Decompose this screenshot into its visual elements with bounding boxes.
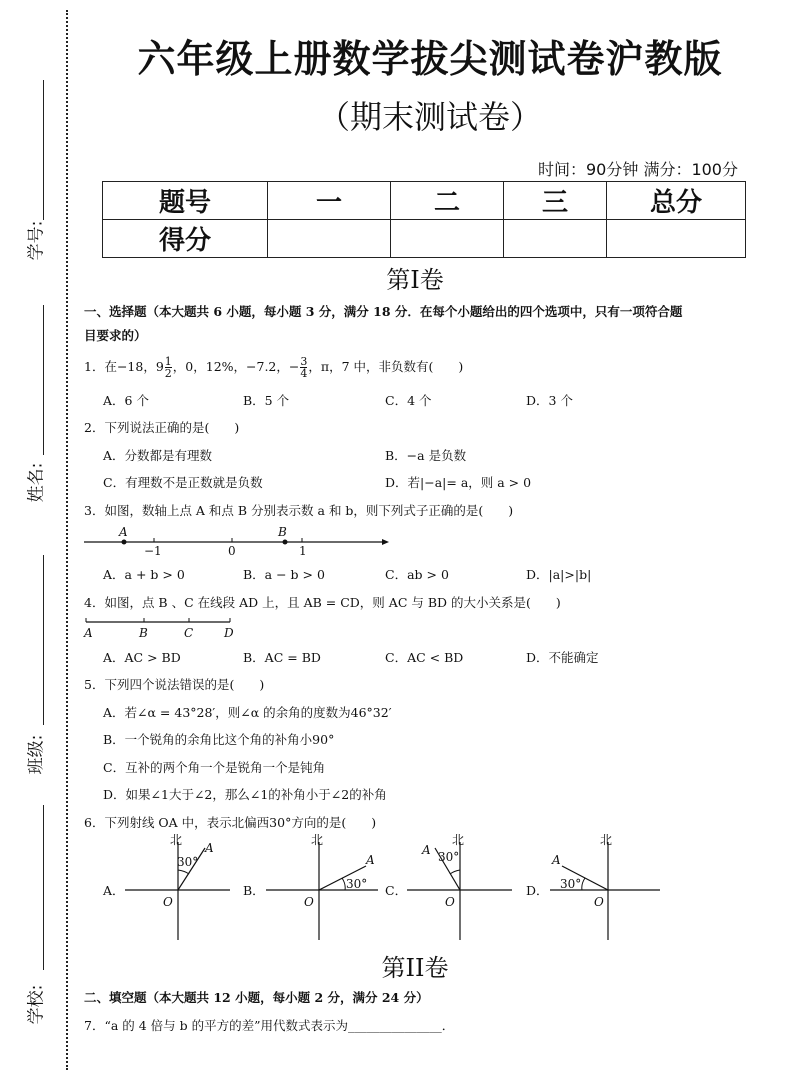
number-line-figure [84,524,394,558]
q6-option-c[interactable]: C． [385,883,408,898]
label-b: B [278,525,287,539]
angle-label: 30° [177,855,199,869]
angle-arc [450,870,460,874]
segment-figure [84,614,244,642]
q6-option-b[interactable]: B． [243,883,265,898]
q4-option-d[interactable]: D．不能确定 [526,650,599,665]
section-2-instructions: 二、填空题（本大题共 12 小题，每小题 2 分，满分 24 分） [84,990,429,1005]
point-a-dot [122,540,127,545]
score-cell: 三 [504,182,607,220]
q5-option-c[interactable]: C．互补的两个角一个是锐角一个是钝角 [103,760,326,775]
question-5-stem: 5．下列四个说法错误的是( ) [84,677,265,692]
score-cell: 二 [391,182,504,220]
label-zero: 0 [228,544,236,558]
q4-option-b[interactable]: B．AC = BD [243,650,321,665]
q2-option-b[interactable]: B．−a 是负数 [385,448,467,463]
time-info: 时间：90分钟 满分：100分 [538,160,738,179]
angle-label: 30° [560,877,582,891]
q1-fraction-2 [300,356,307,379]
q6-figure-c [407,834,517,942]
school-line [43,805,44,970]
q6-figure-a [125,834,235,942]
q1-frac1-den: 2 [164,367,172,380]
origin-label: O [445,895,455,909]
q1-text-mid: ，0，12%，−7.2，− [172,359,300,374]
score-table [102,181,746,258]
q1-option-b[interactable]: B．5 个 [243,393,290,408]
point-label-b: B [139,626,148,640]
q1-option-c[interactable]: C．4 个 [385,393,432,408]
angle-label: 30° [346,877,368,891]
point-b-dot [283,540,288,545]
score-input-cell[interactable] [607,220,746,258]
class-line [43,555,44,725]
score-cell: 题号 [103,182,268,220]
cut-line [66,10,68,1070]
student-id-label: 学号: [26,220,47,261]
q6-figure-b [266,834,384,942]
point-a-label: A [366,853,375,867]
north-label: 北 [452,833,465,847]
q3-option-c[interactable]: C．ab > 0 [385,567,449,582]
point-a-label: A [422,843,431,857]
score-input-cell[interactable] [504,220,607,258]
label-a: A [119,525,128,539]
school-label: 学校: [26,984,47,1025]
section-1-instructions: 一、选择题（本大题共 6 小题，每小题 3 分，满分 18 分．在每个小题给出的四个选项中，只有一项符合题 [84,304,683,319]
q1-frac2-den: 4 [300,367,308,380]
q1-fraction-1 [165,356,172,379]
q2-option-d[interactable]: D．若|−a|= a，则 a > 0 [385,475,532,490]
q4-option-c[interactable]: C．AC < BD [385,650,464,665]
q1-frac1-num: 1 [164,355,172,368]
question-1-stem [84,356,463,379]
angle-arc [582,878,585,890]
question-2-stem: 2．下列说法正确的是( ) [84,420,240,435]
question-6-stem: 6．下列射线 OA 中，表示北偏西30°方向的是( ) [84,815,377,830]
question-7-stem: 7．“a 的 4 倍与 b 的平方的差”用代数式表示为_______________． [84,1018,455,1033]
q3-option-a[interactable]: A．a + b > 0 [103,567,185,582]
origin-label: O [304,895,314,909]
score-input-cell[interactable] [391,220,504,258]
label-minus-one: −1 [144,544,162,558]
page-subtitle: （期末测试卷） [317,98,542,136]
north-label: 北 [170,833,183,847]
q1-text-post: ，π，7 中，非负数有( ) [308,359,464,374]
q2-option-a[interactable]: A．分数都是有理数 [103,448,213,463]
angle-label: 30° [438,850,460,864]
q1-option-d[interactable]: D．3 个 [526,393,573,408]
score-input-cell[interactable] [268,220,391,258]
north-label: 北 [311,833,324,847]
q1-text-pre: 1．在−18，9 [84,359,164,374]
section-1-heading: 第I卷 [386,266,444,294]
angle-arc [178,870,189,874]
student-id-line [43,80,44,220]
name-line [43,305,44,455]
score-cell: 总分 [607,182,746,220]
label-one: 1 [299,544,307,558]
q4-option-a[interactable]: A．AC > BD [103,650,181,665]
q6-figure-d [550,834,665,942]
score-table-score-row [103,220,746,258]
question-3-stem: 3．如图，数轴上点 A 和点 B 分别表示数 a 和 b，则下列式子正确的是( ) [84,503,514,518]
point-label-a: A [84,626,93,640]
number-line-arrow [382,539,389,545]
q3-option-b[interactable]: B．a − b > 0 [243,567,325,582]
score-cell: 得分 [103,220,268,258]
q3-option-d[interactable]: D．|a|>|b| [526,567,592,582]
name-label: 姓名: [26,462,47,503]
q2-option-c[interactable]: C．有理数不是正数就是负数 [103,475,263,490]
q5-option-a[interactable]: A．若∠α = 43°28′，则∠α 的余角的度数为46°32′ [103,705,392,720]
point-a-label: A [205,841,214,855]
angle-arc [342,878,345,890]
section-1-instructions-cont: 目要求的） [84,328,147,343]
q6-option-a[interactable]: A． [103,883,125,898]
point-a-label: A [552,853,561,867]
origin-label: O [594,895,604,909]
question-4-stem: 4．如图，点 B 、C 在线段 AD 上，且 AB = CD，则 AC 与 BD 的大小关系是( ) [84,595,561,610]
q5-option-d[interactable]: D．如果∠1大于∠2，那么∠1的补角小于∠2的补角 [103,787,387,802]
section-2-heading: 第II卷 [381,954,449,982]
q1-frac2-num: 3 [300,355,308,368]
binding-margin [0,0,70,1072]
q5-option-b[interactable]: B．一个锐角的余角比这个角的补角小90° [103,732,335,747]
origin-label: O [163,895,173,909]
point-label-d: D [224,626,234,640]
q1-option-a[interactable]: A．6 个 [103,393,149,408]
score-cell: 一 [268,182,391,220]
page-title: 六年级上册数学拔尖测试卷沪教版 [137,37,723,81]
north-label: 北 [600,833,613,847]
q6-option-d[interactable]: D． [526,883,549,898]
class-label: 班级: [26,734,47,775]
score-table-header-row [103,182,746,220]
point-label-c: C [184,626,194,640]
